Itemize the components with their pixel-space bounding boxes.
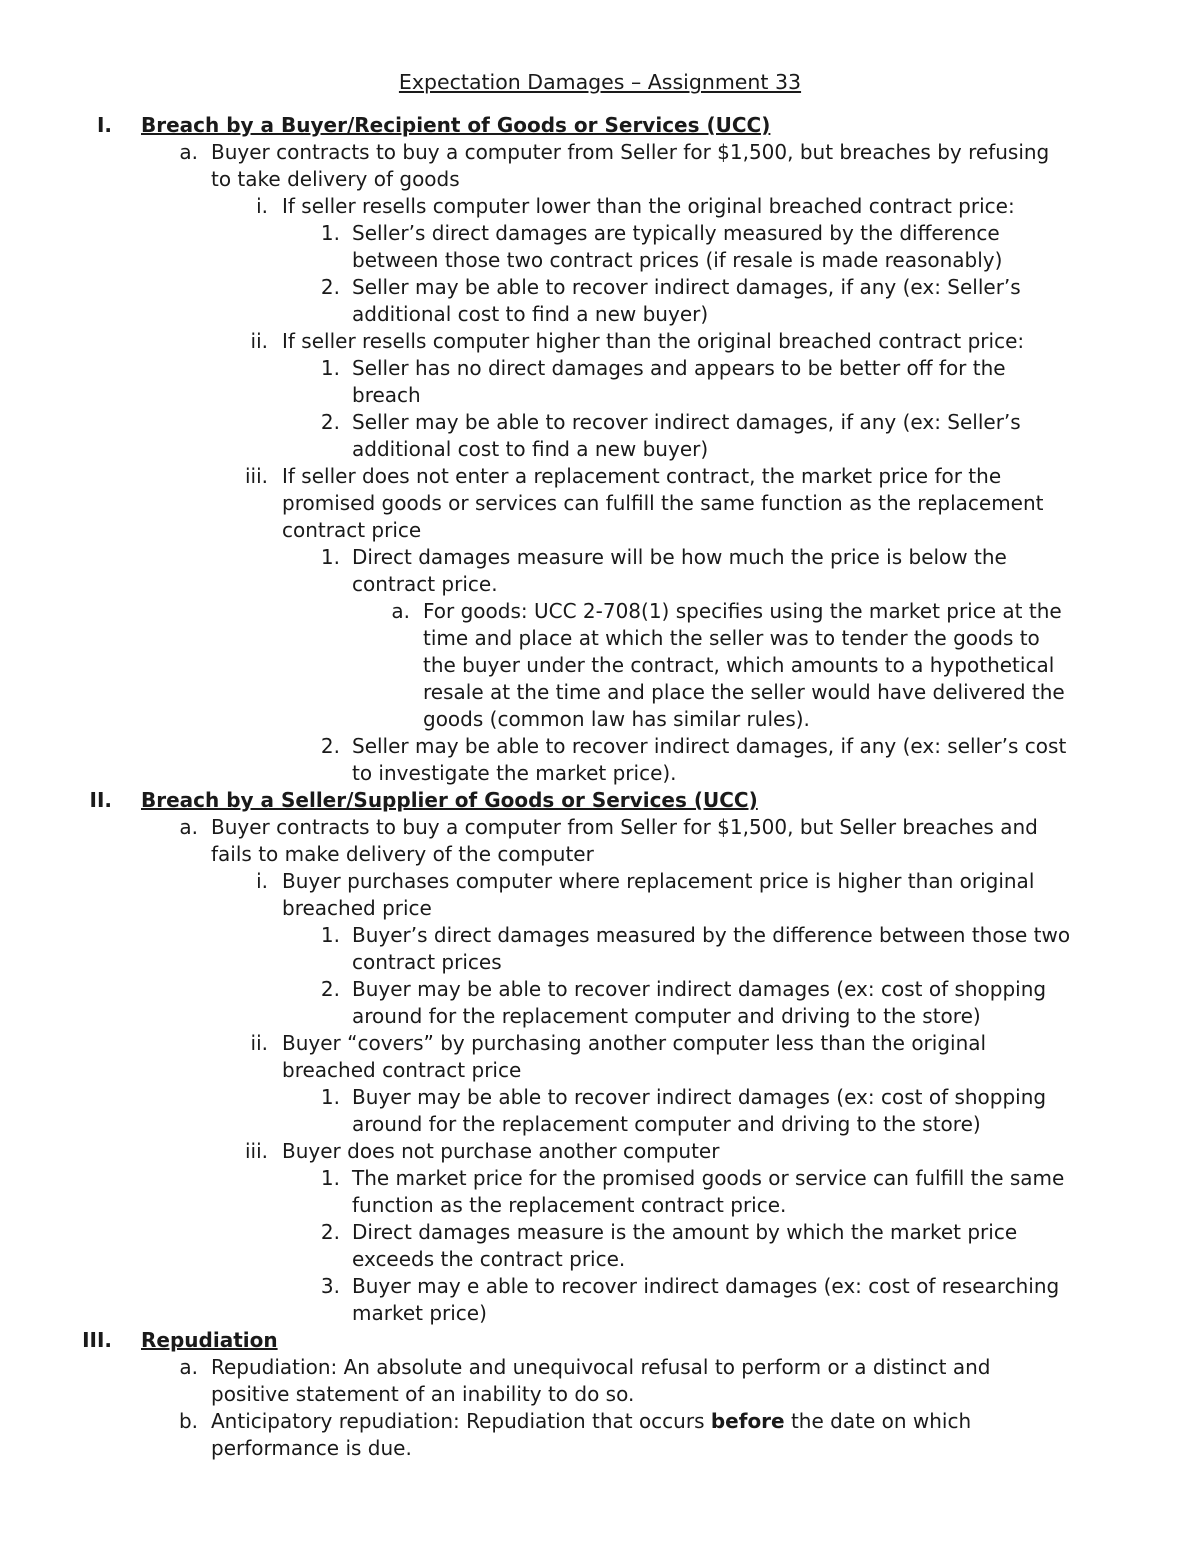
outline-item-continued — [0, 1246, 1200, 1273]
outline-item-continued — [0, 247, 1200, 274]
outline-item-continued — [0, 679, 1200, 706]
roman-numeral: III. — [82, 1328, 112, 1352]
item-marker: 2. — [320, 275, 340, 299]
outline-item — [0, 355, 1200, 382]
item-marker: 1. — [320, 221, 340, 245]
outline-item — [0, 139, 1200, 166]
outline-item — [0, 409, 1200, 436]
outline-item-continued — [0, 1435, 1200, 1462]
item-marker: iii. — [244, 464, 268, 488]
item-marker: ii. — [250, 329, 268, 353]
outline-item-continued — [0, 1003, 1200, 1030]
section-heading — [0, 112, 1200, 139]
outline-item-continued — [0, 760, 1200, 787]
outline-item-continued — [0, 517, 1200, 544]
text-run: Anticipatory repudiation: Repudiation that occurs — [211, 1409, 711, 1433]
item-text: around for the replacement computer and driving to the store) — [352, 1004, 981, 1028]
outline-item — [0, 1138, 1200, 1165]
item-text: contract prices — [352, 950, 502, 974]
item-text: between those two contract prices (if resale is made reasonably) — [352, 248, 1003, 272]
outline-item — [0, 1273, 1200, 1300]
outline-item-continued — [0, 436, 1200, 463]
outline-item — [0, 733, 1200, 760]
item-marker: b. — [178, 1409, 198, 1433]
item-marker: 2. — [320, 1220, 340, 1244]
item-text: If seller resells computer lower than the original breached contract price: — [282, 194, 1015, 218]
item-text: function as the replacement contract price. — [352, 1193, 787, 1217]
item-marker: a. — [179, 1355, 198, 1379]
outline-item-continued — [0, 625, 1200, 652]
item-text: Seller has no direct damages and appears to be better off for the — [352, 356, 1006, 380]
item-text: Buyer’s direct damages measured by the difference between those two — [352, 923, 1071, 947]
outline-item-continued — [0, 895, 1200, 922]
item-text: Direct damages measure will be how much the price is below the — [352, 545, 1007, 569]
outline-item — [0, 868, 1200, 895]
item-text: exceeds the contract price. — [352, 1247, 626, 1271]
item-text: For goods: UCC 2-708(1) specifies using the market price at the — [423, 599, 1062, 623]
outline-item — [0, 1354, 1200, 1381]
outline-item-continued — [0, 652, 1200, 679]
item-text: to take delivery of goods — [211, 167, 460, 191]
item-text: resale at the time and place the seller would have delivered the — [423, 680, 1065, 704]
item-marker: 2. — [320, 410, 340, 434]
item-text: promised goods or services can fulfill the same function as the replacement — [282, 491, 1044, 515]
item-text: additional cost to find a new buyer) — [352, 302, 709, 326]
item-text: The market price for the promised goods or service can fulfill the same — [352, 1166, 1065, 1190]
item-marker: i. — [256, 194, 268, 218]
item-text: around for the replacement computer and driving to the store) — [352, 1112, 981, 1136]
outline — [0, 112, 1200, 1462]
item-text: Buyer does not purchase another computer — [282, 1139, 720, 1163]
item-text: market price) — [352, 1301, 487, 1325]
item-marker: 1. — [320, 545, 340, 569]
outline-item — [0, 1030, 1200, 1057]
item-text: Seller may be able to recover indirect damages, if any (ex: Seller’s — [352, 275, 1021, 299]
outline-item — [0, 463, 1200, 490]
outline-item-continued — [0, 706, 1200, 733]
outline-item-continued — [0, 1111, 1200, 1138]
outline-item-continued — [0, 490, 1200, 517]
outline-item — [0, 220, 1200, 247]
item-text: contract price. — [352, 572, 498, 596]
section-heading — [0, 1327, 1200, 1354]
item-marker: a. — [391, 599, 410, 623]
item-text — [211, 1408, 971, 1435]
item-text: Seller may be able to recover indirect damages, if any (ex: Seller’s — [352, 410, 1021, 434]
item-text: Buyer may be able to recover indirect damages (ex: cost of shopping — [352, 977, 1047, 1001]
outline-item-continued — [0, 841, 1200, 868]
outline-item — [0, 328, 1200, 355]
item-text: breached price — [282, 896, 432, 920]
outline-item-continued — [0, 166, 1200, 193]
item-text: Buyer contracts to buy a computer from Seller for $1,500, but breaches by refusing — [211, 140, 1050, 164]
outline-item — [0, 1084, 1200, 1111]
item-marker: 1. — [320, 1085, 340, 1109]
outline-item — [0, 1219, 1200, 1246]
item-marker: 1. — [320, 356, 340, 380]
text-run: the date on which — [784, 1409, 972, 1433]
item-text: Seller may be able to recover indirect damages, if any (ex: seller’s cost — [352, 734, 1067, 758]
item-text: Direct damages measure is the amount by which the market price — [352, 1220, 1018, 1244]
item-text: If seller resells computer higher than the original breached contract price: — [282, 329, 1025, 353]
item-marker: 3. — [320, 1274, 340, 1298]
item-text: Repudiation: An absolute and unequivocal refusal to perform or a distinct and — [211, 1355, 991, 1379]
item-text: the buyer under the contract, which amounts to a hypothetical — [423, 653, 1055, 677]
item-marker: i. — [256, 869, 268, 893]
item-marker: 2. — [320, 734, 340, 758]
outline-item-continued — [0, 1381, 1200, 1408]
outline-item-continued — [0, 1057, 1200, 1084]
item-text: to investigate the market price). — [352, 761, 677, 785]
item-marker: a. — [179, 140, 198, 164]
item-text: positive statement of an inability to do so. — [211, 1382, 635, 1406]
item-text: fails to make delivery of the computer — [211, 842, 594, 866]
outline-item — [0, 1408, 1200, 1435]
item-text: time and place at which the seller was to tender the goods to — [423, 626, 1040, 650]
section-heading — [0, 787, 1200, 814]
item-marker: ii. — [250, 1031, 268, 1055]
outline-item-continued — [0, 1300, 1200, 1327]
outline-item — [0, 193, 1200, 220]
emphasis-text: before — [710, 1409, 785, 1433]
section-title: Breach by a Buyer/Recipient of Goods or Services (UCC) — [141, 113, 771, 137]
item-text: breached contract price — [282, 1058, 522, 1082]
outline-item — [0, 922, 1200, 949]
item-text: performance is due. — [211, 1436, 412, 1460]
item-marker: a. — [179, 815, 198, 839]
item-text: Buyer purchases computer where replacement price is higher than original — [282, 869, 1035, 893]
roman-numeral: II. — [89, 788, 112, 812]
item-text: Seller’s direct damages are typically measured by the difference — [352, 221, 1000, 245]
item-text: breach — [352, 383, 421, 407]
item-text: If seller does not enter a replacement contract, the market price for the — [282, 464, 1002, 488]
roman-numeral: I. — [96, 113, 112, 137]
item-marker: iii. — [244, 1139, 268, 1163]
item-text: Buyer may e able to recover indirect damages (ex: cost of researching — [352, 1274, 1060, 1298]
item-text: Buyer contracts to buy a computer from Seller for $1,500, but Seller breaches and — [211, 815, 1038, 839]
section-title: Breach by a Seller/Supplier of Goods or Services (UCC) — [141, 788, 758, 812]
item-text: contract price — [282, 518, 422, 542]
item-text: goods (common law has similar rules). — [423, 707, 810, 731]
section-title: Repudiation — [141, 1328, 278, 1352]
outline-item — [0, 976, 1200, 1003]
item-marker: 1. — [320, 923, 340, 947]
item-text: additional cost to find a new buyer) — [352, 437, 709, 461]
outline-item — [0, 274, 1200, 301]
outline-item — [0, 814, 1200, 841]
outline-item — [0, 544, 1200, 571]
item-marker: 1. — [320, 1166, 340, 1190]
item-text: Buyer may be able to recover indirect damages (ex: cost of shopping — [352, 1085, 1047, 1109]
outline-item-continued — [0, 571, 1200, 598]
page-title: Expectation Damages – Assignment 33 — [398, 70, 802, 94]
outline-item — [0, 598, 1200, 625]
item-marker: 2. — [320, 977, 340, 1001]
outline-item — [0, 1165, 1200, 1192]
outline-item-continued — [0, 949, 1200, 976]
item-text: Buyer “covers” by purchasing another computer less than the original — [282, 1031, 987, 1055]
outline-item-continued — [0, 382, 1200, 409]
outline-item-continued — [0, 301, 1200, 328]
outline-item-continued — [0, 1192, 1200, 1219]
